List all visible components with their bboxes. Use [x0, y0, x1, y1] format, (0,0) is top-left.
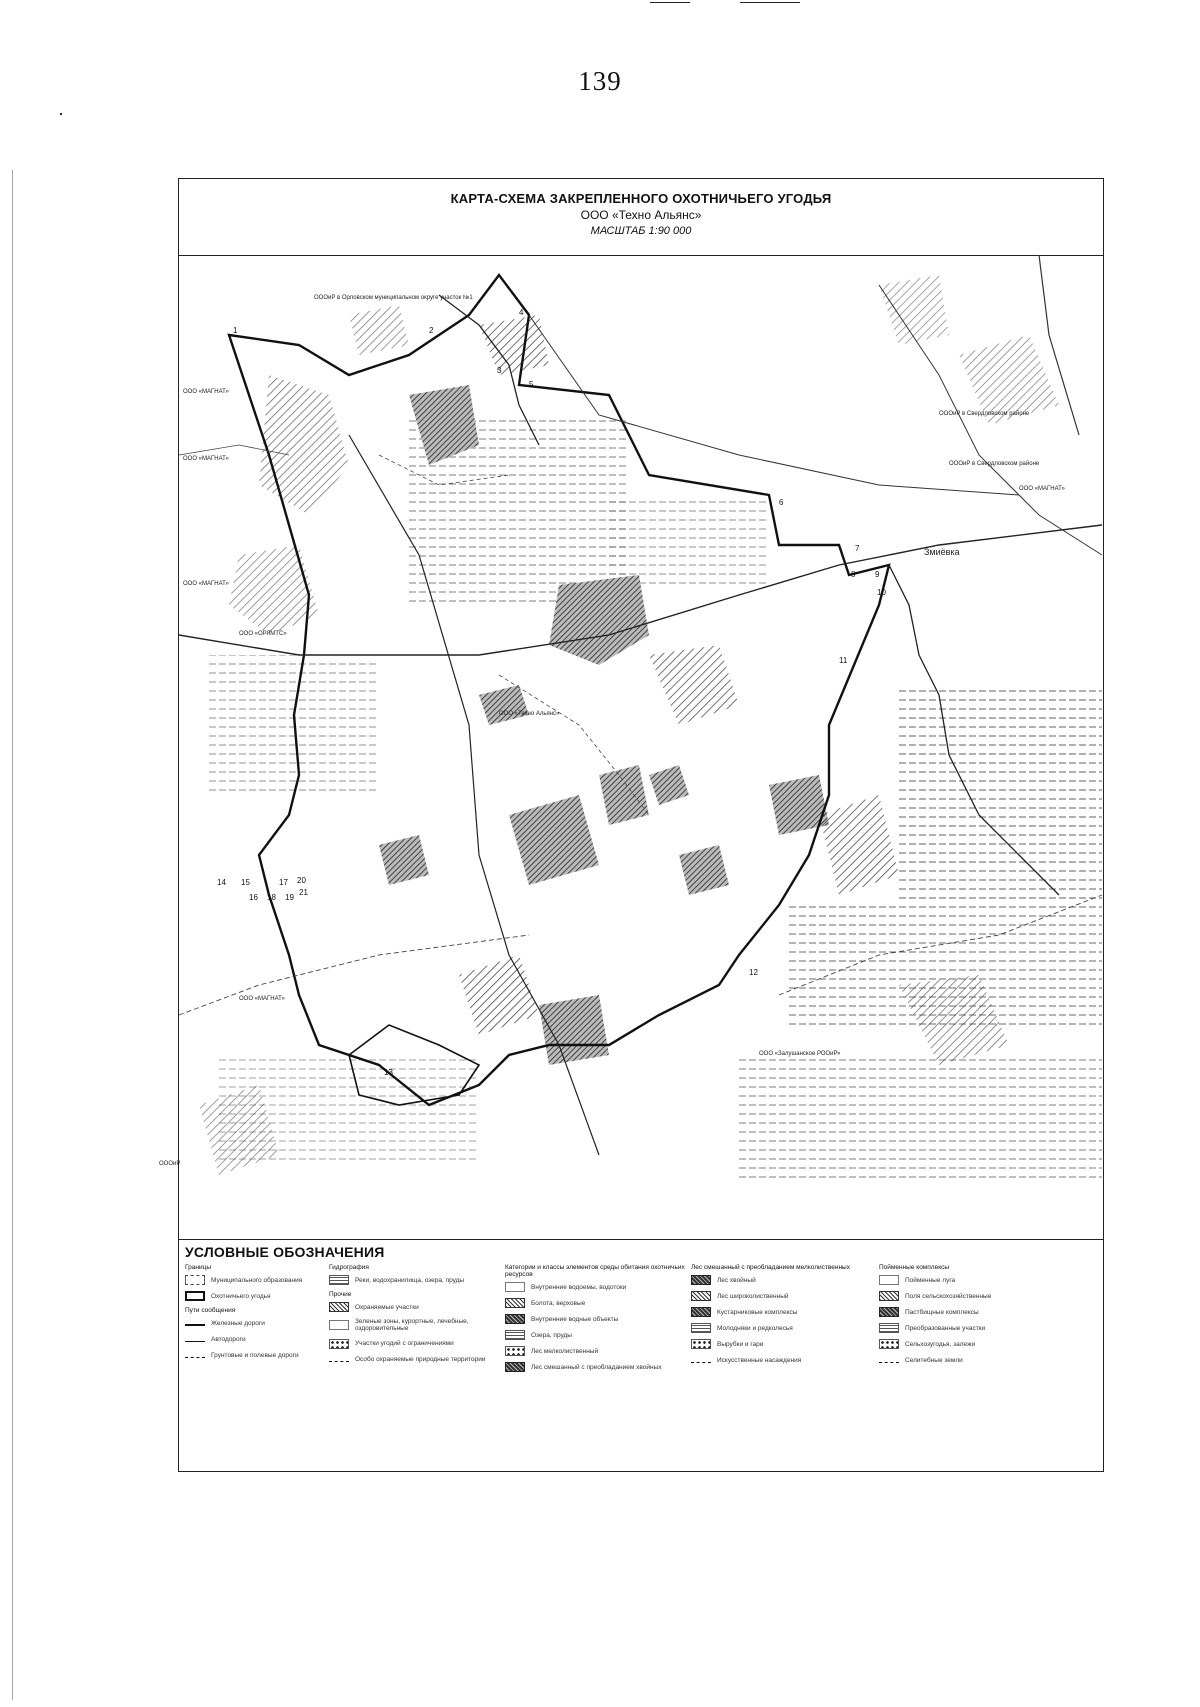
legend-item: Особо охраняемые природные территории: [329, 1355, 499, 1365]
legend-item: Пойменные луга: [879, 1275, 1079, 1285]
legend-item: Внутренние водоемы, водотоки: [505, 1282, 685, 1292]
scan-mark: [650, 2, 690, 3]
map-label: ООО «МАГНАТ»: [1019, 486, 1065, 492]
legend-item: Лес широколиственный: [691, 1291, 871, 1301]
svg-text:20: 20: [297, 876, 306, 885]
map-label: ОООиР: [159, 1161, 181, 1167]
legend-item: Железные дороги: [185, 1318, 325, 1328]
map-label: ООО «МАГНАТ»: [183, 581, 229, 587]
water-hatching: [209, 415, 1102, 1185]
svg-text:9: 9: [875, 570, 880, 579]
svg-text:3: 3: [497, 366, 502, 375]
legend-item: Кустарниковые комплексы: [691, 1307, 871, 1317]
legend-title: УСЛОВНЫЕ ОБОЗНАЧЕНИЯ: [185, 1244, 385, 1260]
svg-text:8: 8: [851, 570, 856, 579]
scan-mark: [740, 2, 800, 3]
legend-item: Реки, водохранилища, озера, пруды: [329, 1275, 499, 1285]
svg-text:4: 4: [519, 308, 524, 317]
svg-text:14: 14: [217, 878, 226, 887]
map-label: ОООиР в Свердловском районе: [939, 411, 1030, 417]
legend-item: Болота, верховые: [505, 1298, 685, 1308]
legend-item: Пастбищные комплексы: [879, 1307, 1079, 1317]
svg-text:13: 13: [384, 1068, 393, 1077]
legend-item: Охраняемые участки: [329, 1302, 499, 1312]
svg-text:16: 16: [249, 893, 258, 902]
legend: [179, 1239, 1103, 1472]
legend-item: Охотничьего угодья: [185, 1291, 325, 1301]
legend-item: Грунтовые и полевые дороги: [185, 1350, 325, 1360]
svg-text:2: 2: [429, 326, 434, 335]
scan-mark: [60, 113, 62, 115]
svg-text:15: 15: [241, 878, 250, 887]
map-label: ООО «МАГНАТ»: [183, 389, 229, 395]
svg-text:17: 17: [279, 878, 288, 887]
svg-text:12: 12: [749, 968, 758, 977]
map-subtitle: ООО «Техно Альянс»: [580, 208, 702, 222]
map-frame: [159, 178, 1104, 1472]
map-label: ОООиР в Орловском муниципальном округе участок №1: [314, 295, 473, 301]
legend-item: Сельхозугодья, залежи: [879, 1339, 1079, 1349]
legend-item: Лес мелколиственный: [505, 1346, 685, 1356]
legend-item: Зеленые зоны, курортные, лечебные, оздоровительные: [329, 1318, 499, 1332]
scan-mark: [12, 170, 13, 1700]
map-label: ООО «МАГНАТ»: [239, 996, 285, 1002]
map-label: ООО «Техно Альянс»: [499, 711, 560, 717]
legend-column-categories: Категории и классы элементов среды обитания охотничьих ресурсов Внутренние водоемы, водотоки Болота, верховые Внутренние водные объекты Озера, пруды Лес мелколиственный Лес смешанный с преобладанием хвойных: [505, 1264, 685, 1371]
legend-item: Озера, пруды: [505, 1330, 685, 1340]
page-number: 139: [578, 66, 622, 96]
legend-item: Автодороги: [185, 1334, 325, 1344]
legend-item: Искусственные насаждения: [691, 1355, 871, 1365]
legend-item: Селитебные земли: [879, 1355, 1079, 1365]
map-label: ООО «ОРЛМТС»: [239, 631, 287, 637]
svg-text:21: 21: [299, 888, 308, 897]
svg-text:7: 7: [855, 544, 860, 553]
legend-column-meadows: Пойменные комплексы Пойменные луга Поля сельскохозяйственные Пастбищные комплексы Преобразованные участки Сельхозугодья, залежи Селитебные земли: [879, 1264, 1079, 1371]
svg-text:5: 5: [529, 380, 534, 389]
legend-column-forests: Лес смешанный с преобладанием мелколиственных Лес хвойный Лес широколиственный Кустарниковые комплексы Молодняки и редколесья Вырубки и гари Искусственные насаждения: [691, 1264, 871, 1371]
map-scale: МАСШТАБ 1:90 000: [590, 225, 692, 237]
legend-column-hydrography: Гидрография Реки, водохранилища, озера, пруды Прочие Охраняемые участки Зеленые зоны, курортные, лечебные, оздоровительные Участки угодий с ограничениями Особо охраняемые природные территории: [329, 1264, 499, 1371]
legend-item: Молодняки и редколесья: [691, 1323, 871, 1333]
legend-item: Лес смешанный с преобладанием хвойных: [505, 1362, 685, 1372]
map-label: ОООиР в Свердловском районе: [949, 461, 1040, 467]
svg-text:18: 18: [267, 893, 276, 902]
legend-column-boundaries: Границы Муниципального образования Охотничьего угодья Пути сообщения Железные дороги Автодороги Грунтовые и полевые дороги: [185, 1264, 325, 1366]
legend-item: Вырубки и гари: [691, 1339, 871, 1349]
svg-text:11: 11: [839, 656, 848, 665]
map-label: ООО «Залушанское РООиР»: [759, 1051, 841, 1057]
map-title-block: [179, 179, 1103, 256]
svg-text:10: 10: [877, 588, 886, 597]
svg-text:19: 19: [285, 893, 294, 902]
legend-item: Муниципального образования: [185, 1275, 325, 1285]
svg-text:1: 1: [233, 326, 238, 335]
legend-item: Внутренние водные объекты: [505, 1314, 685, 1324]
map-label: ООО «МАГНАТ»: [183, 456, 229, 462]
map-drawing: [159, 255, 1102, 1239]
legend-item: Поля сельскохозяйственные: [879, 1291, 1079, 1301]
zmievka-label: Змиёвка: [924, 547, 960, 557]
legend-item: Лес хвойный: [691, 1275, 871, 1285]
map-area: [159, 255, 1103, 1239]
legend-item: Преобразованные участки: [879, 1323, 1079, 1333]
map-title: КАРТА-СХЕМА ЗАКРЕПЛЕННОГО ОХОТНИЧЬЕГО УГОДЬЯ: [450, 191, 832, 206]
svg-text:6: 6: [779, 498, 784, 507]
legend-item: Участки угодий с ограничениями: [329, 1339, 499, 1349]
